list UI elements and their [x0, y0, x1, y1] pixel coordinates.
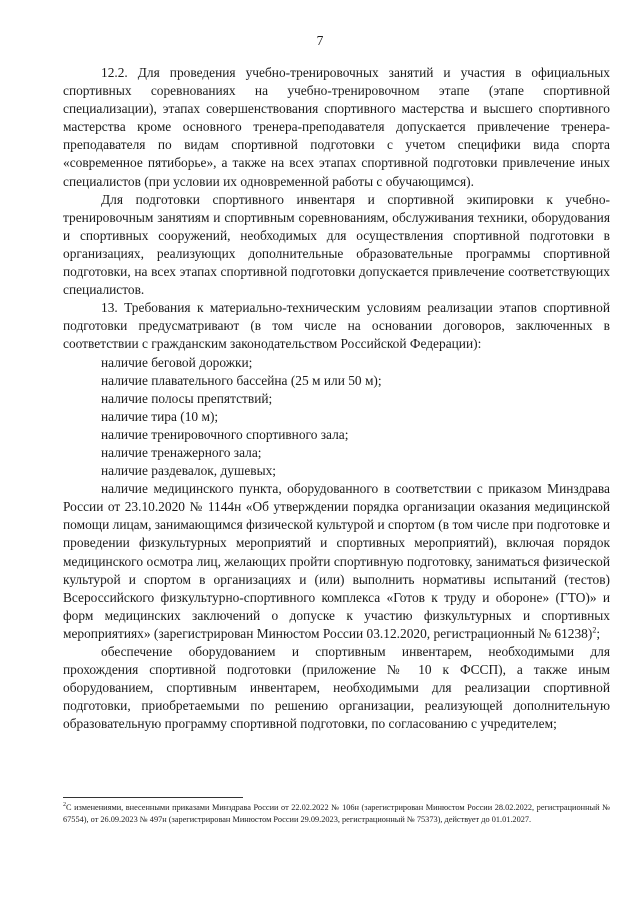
medical-tail: ;	[596, 625, 601, 641]
list-item: наличие плавательного бассейна (25 м или 50 м);	[101, 372, 382, 388]
footnote-reference[interactable]: 2	[592, 625, 597, 635]
list-item: наличие полосы препятствий;	[101, 390, 273, 406]
page-number: 7	[316, 33, 324, 48]
list-item: наличие раздевалок, душевых;	[101, 463, 276, 479]
paragraph-12-2: 12.2. Для проведения учебно-тренировочных занятий и участия в официальных спортивных соревнованиях на учебно-тренировочном этапе (этапе спортивной специализации), этапах совершенствования спортивного мастерства и высшего спортивного мастерства кроме основного тренера-преподавателя допускается привлечение тренера-преподавателя по видам спортивной подготовки с учетом специфики вида спорта «современное пятиборье», а также на всех этапах спортивной подготовки привлечение иных специалистов (при условии их одновременной работы с обучающимся).	[63, 65, 610, 189]
medical-text: наличие медицинского пункта, оборудованного в соответствии с приказом Минздрава России от 23.10.2020 № 1144н «Об утверждении порядка организации оказания медицинской помощи лицам, занимающимся физической культурой и спортом (в том числе при подготовке и проведении физкультурных мероприятий и спортивных мероприятий), включая порядок медицинского осмотра лиц, желающих пройти спортивную подготовку, заниматься физической культурой и спортом в организациях и (или) выполнить нормативы испытаний (тестов) Всероссийского физкультурно-спортивного комплекса «Готов к труду и обороне» (ГТО)» и форм медицинских заключений о допуске к участию физкультурных и спортивных мероприятиях» (зарегистрирован Минюстом России 03.12.2020, регистрационный № 61238)	[63, 481, 610, 641]
footnote-mark: 2	[63, 802, 66, 809]
paragraph-medical-point	[63, 480, 610, 643]
paragraph-equipment-staff: Для подготовки спортивного инвентаря и спортивной экипировки к учебно-тренировочным занятиям и спортивным соревнованиям, обслуживания техники, оборудования и спортивных сооружений, необходимых для осуществления спортивной подготовки в организациях, реализующих дополнительные образовательные программы спортивной подготовки, на всех этапах спортивной подготовки допускается привлечение соответствующих специалистов.	[63, 191, 610, 298]
footnote	[63, 802, 610, 826]
paragraph-13: 13. Требования к материально-техническим условиям реализации этапов спортивной подготовки предусматривают (в том числе на основании договоров, заключенных в соответствии с гражданским законодательством Российской Федерации):	[63, 300, 610, 352]
list-item: наличие беговой дорожки;	[101, 354, 253, 370]
footnote-text: С изменениями, внесенными приказами Минздрава России от 22.02.2022 № 106н (зарегистрирован Минюстом России 28.02.2022, регистрационный № 67554), от 26.09.2023 № 497н (зарегистрирован Минюстом России 29.09.2023, регистрационный № 75373), действует до 01.01.2027.	[63, 803, 610, 824]
list-item: наличие тренажерного зала;	[101, 444, 262, 460]
footnote-divider	[63, 797, 243, 798]
paragraph-equipment: обеспечение оборудованием и спортивным инвентарем, необходимыми для прохождения спортивной подготовки (приложение № 10 к ФССП), а также иным оборудованием, спортивным инвентарем, необходимыми для реализации спортивной подготовки, приобретаемыми по решению организации, реализующей дополнительную образовательную программу спортивной подготовки, по согласованию с учредителем;	[63, 644, 610, 732]
list-item: наличие тира (10 м);	[101, 408, 219, 424]
list-item: наличие тренировочного спортивного зала;	[101, 426, 349, 442]
page-body	[63, 64, 610, 733]
